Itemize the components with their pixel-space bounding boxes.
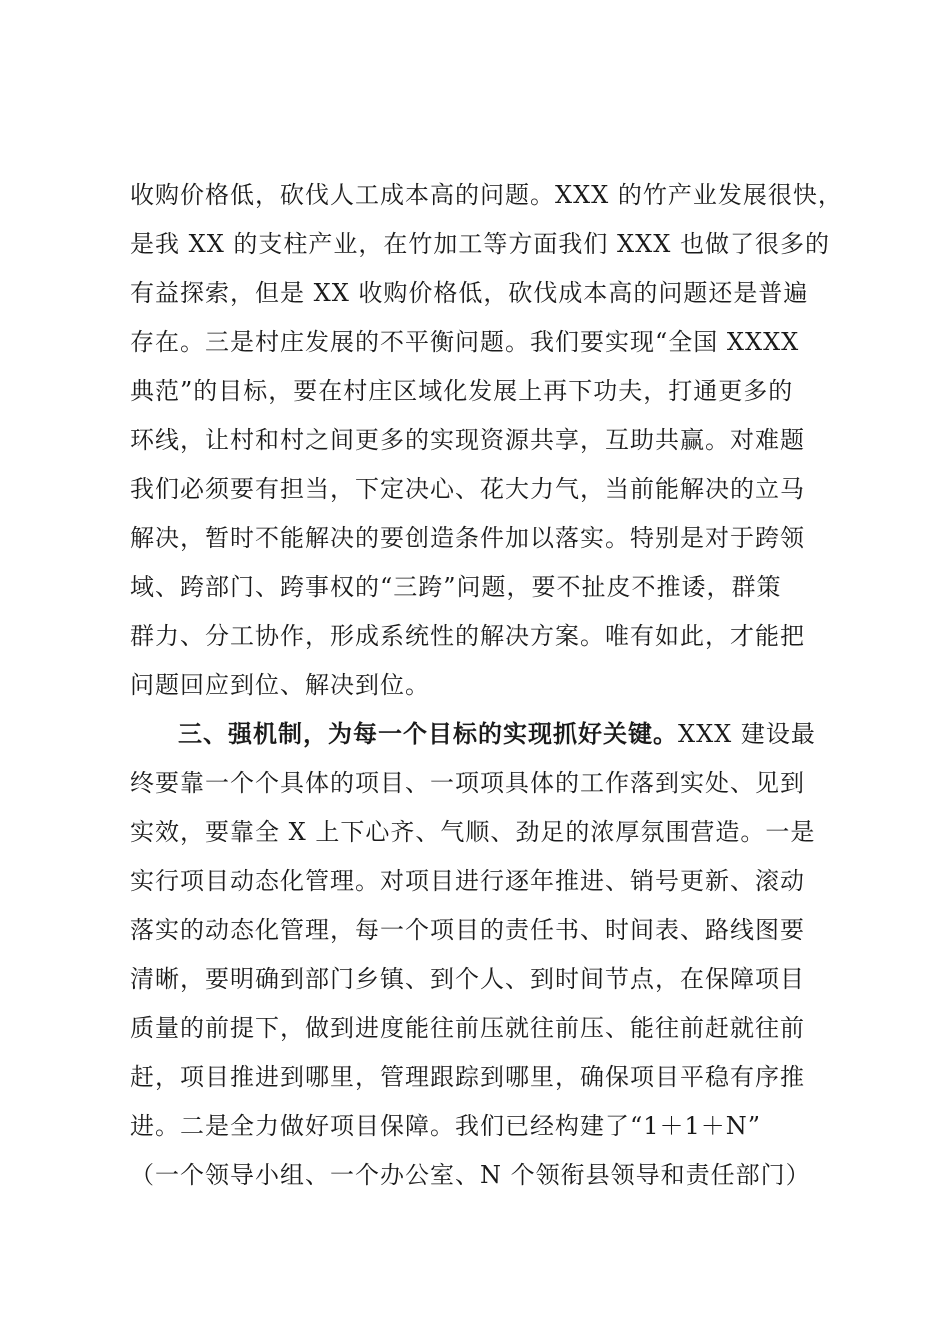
paragraph-line: 解决，暂时不能解决的要创造条件加以落实。特别是对于跨领 (130, 524, 805, 552)
paragraph-line: 收购价格低，砍伐人工成本高的问题。XXX 的竹产业发展很快， (130, 181, 843, 209)
paragraph-line: 清晰，要明确到部门乡镇、到个人、到时间节点，在保障项目 (130, 965, 805, 993)
paragraph-line: 我们必须要有担当，下定决心、花大力气，当前能解决的立马 (130, 475, 805, 503)
paragraph-line: 典范”的目标，要在村庄区域化发展上再下功夫，打通更多的 (130, 377, 794, 405)
paragraph-line: 质量的前提下，做到进度能往前压就往前压、能往前赶就往前 (130, 1014, 805, 1042)
section-heading: 三、强机制，为每一个目标的实现抓好关键。 (178, 719, 678, 748)
paragraph-line: 进。二是全力做好项目保障。我们已经构建了“1＋1＋N” (130, 1112, 762, 1140)
paragraph-line: 实效，要靠全 X 上下心齐、气顺、劲足的浓厚氛围营造。一是 (130, 818, 816, 846)
paragraph-line: 有益探索，但是 XX 收购价格低，砍伐成本高的问题还是普遍 (130, 279, 809, 307)
paragraph-line: （一个领导小组、一个办公室、N 个领衔县领导和责任部门） (130, 1161, 811, 1189)
paragraph-line: 赶，项目推进到哪里，管理跟踪到哪里，确保项目平稳有序推 (130, 1063, 805, 1091)
paragraph-line: 群力、分工协作，形成系统性的解决方案。唯有如此，才能把 (130, 622, 805, 650)
paragraph-line: 是我 XX 的支柱产业，在竹加工等方面我们 XXX 也做了很多的 (130, 230, 830, 258)
paragraph-line: 实行项目动态化管理。对项目进行逐年推进、销号更新、滚动 (130, 867, 805, 895)
paragraph-line: 存在。三是村庄发展的不平衡问题。我们要实现“全国 XXXX (130, 328, 800, 356)
paragraph-line: 问题回应到位、解决到位。 (130, 671, 430, 699)
paragraph-line: 环线，让村和村之间更多的实现资源共享，互助共赢。对难题 (130, 426, 805, 454)
paragraph-line: 终要靠一个个具体的项目、一项项具体的工作落到实处、见到 (130, 769, 805, 797)
paragraph-line: 域、跨部门、跨事权的“三跨”问题，要不扯皮不推诿，群策 (130, 573, 782, 601)
paragraph-line: 落实的动态化管理，每一个项目的责任书、时间表、路线图要 (130, 916, 805, 944)
section-heading-rest: XXX 建设最 (678, 720, 816, 748)
section-heading-line (178, 719, 816, 749)
